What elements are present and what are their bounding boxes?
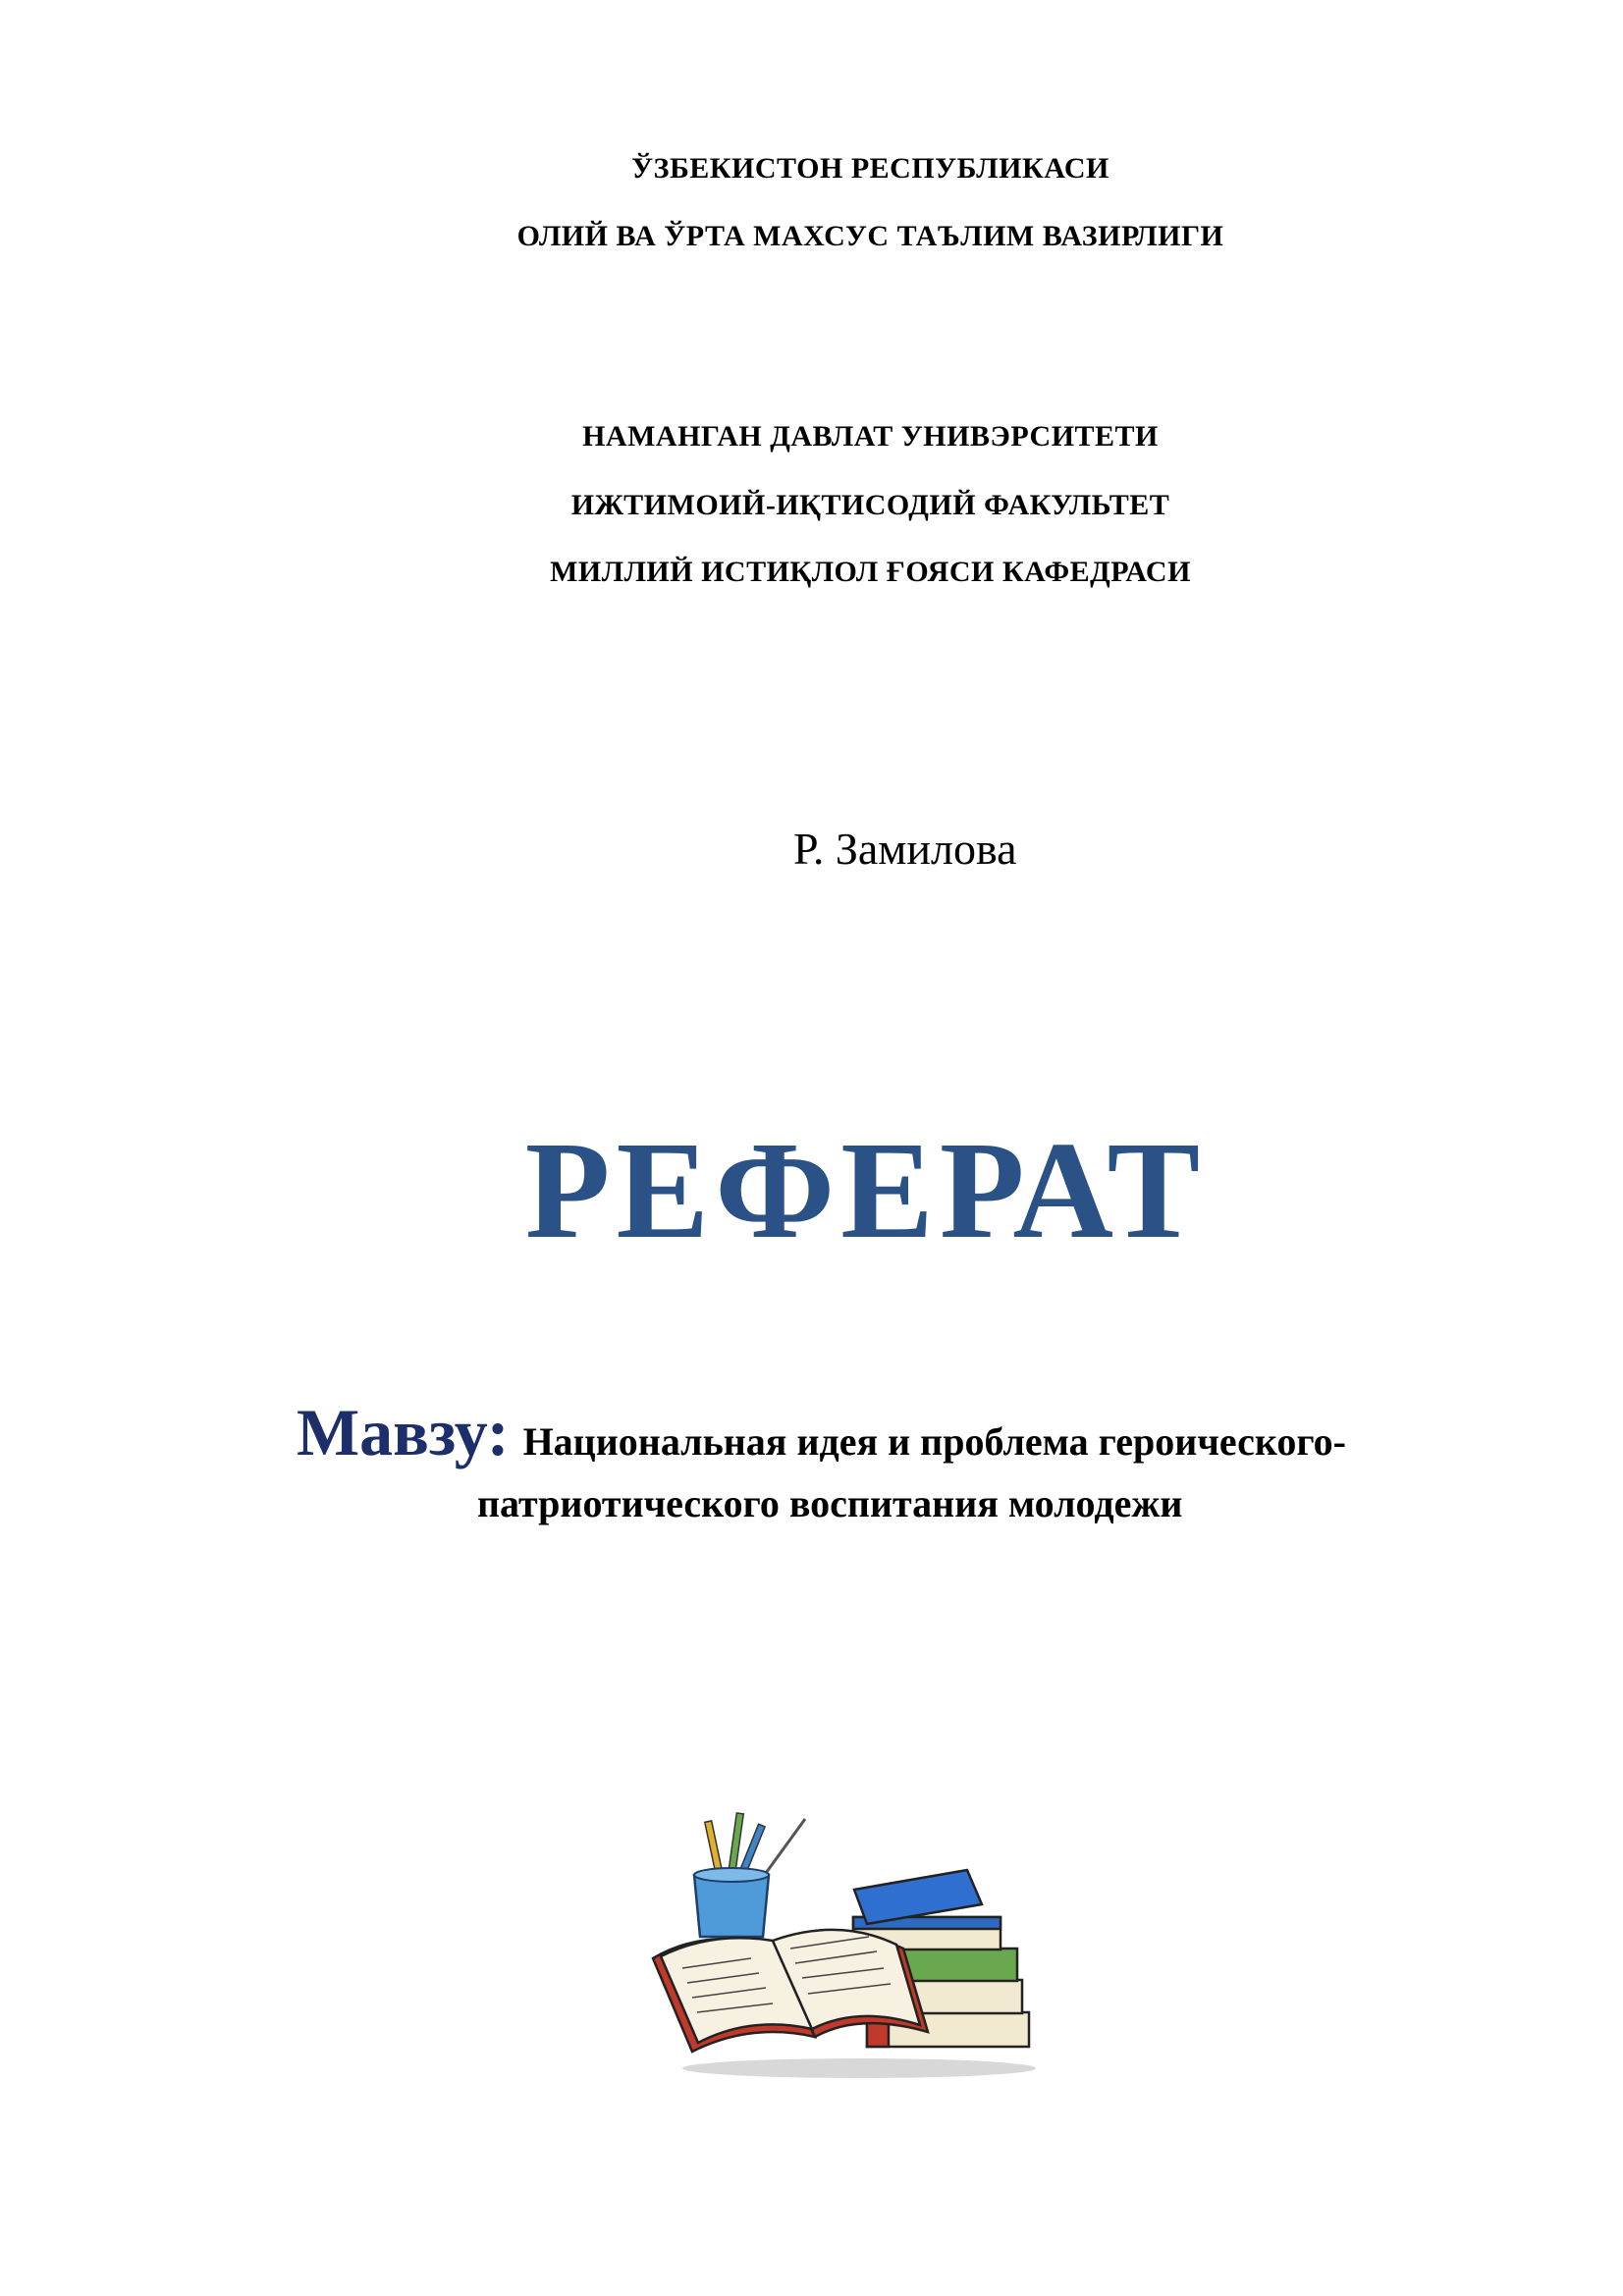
country-heading: ЎЗБЕКИСТОН РЕСПУБЛИКАСИ xyxy=(631,152,1109,185)
topic-label: Мавзу: xyxy=(297,1395,510,1469)
faculty-heading: ИЖТИМОИЙ-ИҚТИСОДИЙ ФАКУЛЬТЕТ xyxy=(570,489,1170,521)
topic-text-line-1: Национальная идея и проблема героического- xyxy=(522,1419,1346,1464)
books-and-pencil-cup-icon xyxy=(643,1811,1046,2086)
topic-line-1 xyxy=(297,1394,1346,1471)
ministry-heading: ОЛИЙ ВА ЎРТА МАХСУС ТАЪЛИМ ВАЗИРЛИГИ xyxy=(516,220,1224,252)
department-heading: МИЛЛИЙ ИСТИҚЛОЛ ҒОЯСИ КАФЕДРАСИ xyxy=(550,556,1191,588)
topic-text-line-2: патриотического воспитания молодежи xyxy=(477,1481,1183,1525)
document-title: РЕФЕРАТ xyxy=(524,1112,1207,1267)
university-heading: НАМАНГАН ДАВЛАТ УНИВЭРСИТЕТИ xyxy=(582,420,1159,453)
author-name: Р. Замилова xyxy=(793,824,1017,874)
